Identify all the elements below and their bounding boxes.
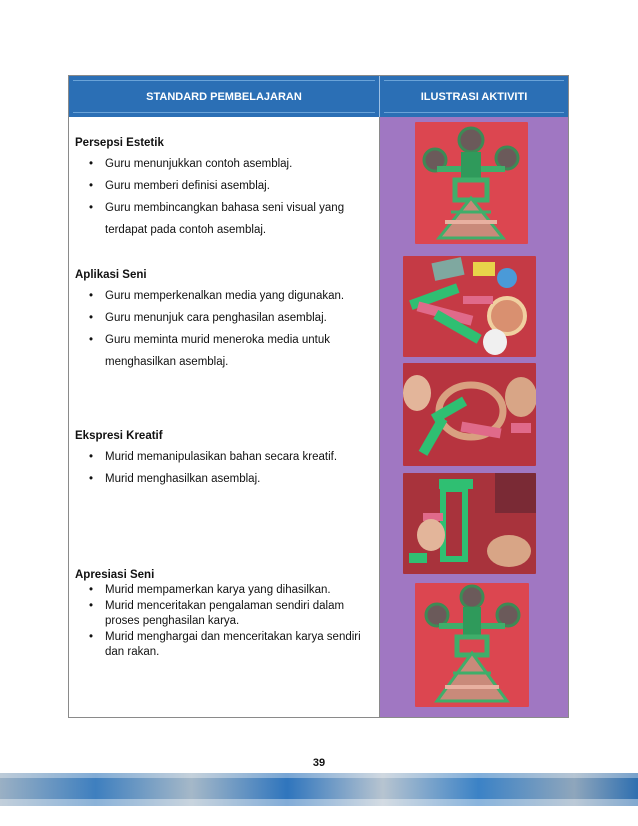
- section-title: Apresiasi Seni: [75, 569, 155, 581]
- page-number: 39: [312, 757, 326, 769]
- list-item: • Guru memberi definisi asemblaj.: [105, 175, 375, 197]
- list-item: • Murid menghasilkan asemblaj.: [105, 468, 375, 490]
- header-right-label: ILUSTRASI AKTIVITI: [420, 90, 528, 103]
- photo-hands-assembling: [403, 363, 536, 466]
- header-rule-bottom: [384, 112, 564, 113]
- list-item: • Murid menceritakan pengalaman sendiri dalam proses penghasilan karya.: [105, 599, 375, 629]
- list-item: • Murid memanipulasikan bahan secara kreatif.: [105, 446, 375, 468]
- section-apresiasi-seni: [75, 569, 375, 661]
- header-rule-top: [384, 80, 564, 81]
- photo-assemblage-figure: [415, 122, 528, 244]
- standards-column: [69, 117, 380, 717]
- decorative-footer-band: [0, 773, 638, 806]
- header-rule-top: [73, 80, 375, 81]
- photo-materials: [403, 256, 536, 357]
- photo-finished-assemblage: [415, 583, 529, 707]
- list-item: • Guru memperkenalkan media yang digunakan.: [105, 285, 375, 307]
- standards-table: [68, 75, 569, 718]
- list-item: • Murid menghargai dan menceritakan karya sendiri dan rakan.: [105, 630, 375, 660]
- illustration-column: [380, 117, 568, 717]
- section-persepsi-estetik: [75, 137, 375, 241]
- header-ilustrasi-aktiviti: [380, 76, 568, 117]
- list-item: • Guru membincangkan bahasa seni visual yang terdapat pada contoh asemblaj.: [105, 197, 375, 241]
- section-title: Aplikasi Seni: [75, 269, 147, 281]
- section-title: Ekspresi Kreatif: [75, 430, 163, 442]
- list-item: • Guru menunjuk cara penghasilan asemblaj.: [105, 307, 375, 329]
- header-left-label: STANDARD PEMBELAJARAN: [146, 90, 302, 103]
- list-item: • Guru meminta murid meneroka media untuk menghasilkan asemblaj.: [105, 329, 375, 373]
- list-item: • Guru menunjukkan contoh asemblaj.: [105, 153, 375, 175]
- section-title: Persepsi Estetik: [75, 137, 164, 149]
- list-item: • Murid mempamerkan karya yang dihasilkan.: [105, 583, 375, 598]
- photo-student-working: [403, 473, 536, 574]
- section-aplikasi-seni: [75, 269, 375, 373]
- header-standard-pembelajaran: [69, 76, 380, 117]
- header-rule-bottom: [73, 112, 375, 113]
- section-ekspresi-kreatif: [75, 430, 375, 490]
